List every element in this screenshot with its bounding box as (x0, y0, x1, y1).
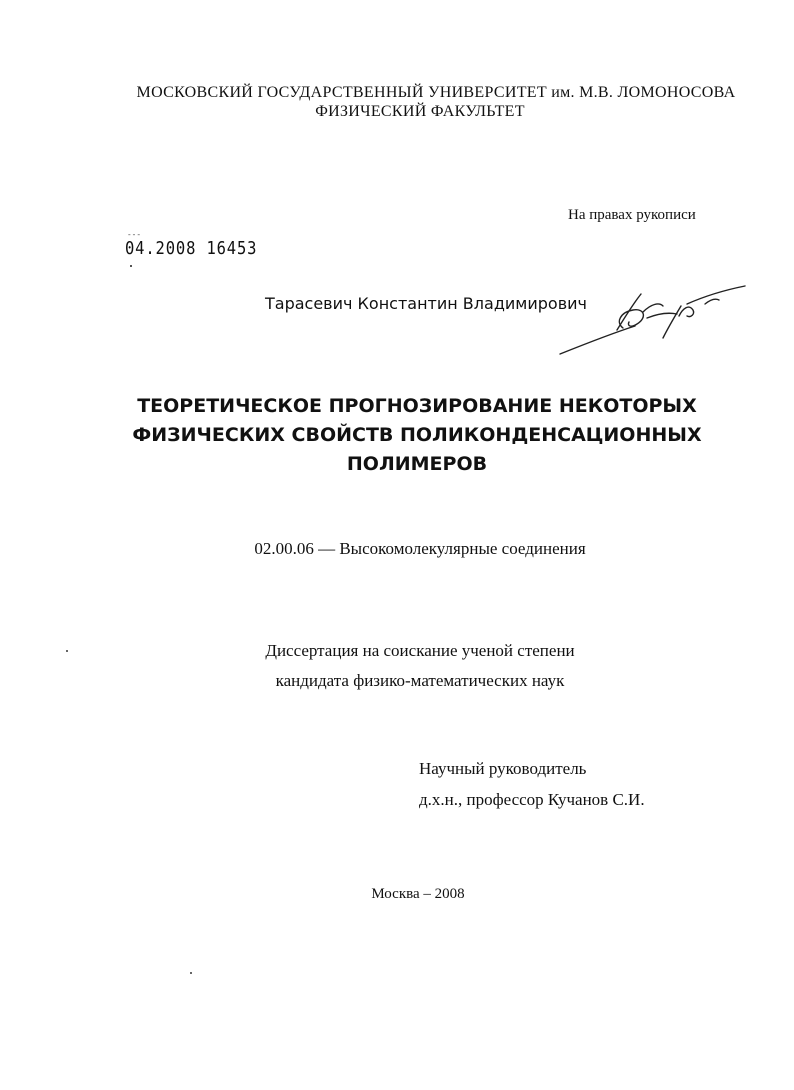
degree-line-1: Диссертация на соискание ученой степени (265, 641, 575, 660)
degree-statement (0, 636, 794, 696)
stamp-mark: - - - (128, 230, 140, 239)
library-stamp-number: 04.2008 16453 (125, 238, 258, 259)
university-name: МОСКОВСКИЙ ГОСУДАРСТВЕННЫЙ УНИВЕРСИТЕТ им. М.В. ЛОМОНОСОВА (136, 84, 736, 101)
title-line: ПОЛИМЕРОВ (346, 453, 488, 475)
dissertation-title (130, 392, 704, 479)
place-and-year: Москва – 2008 (371, 886, 465, 902)
specialty-code: 02.00.06 — Высокомолекулярные соединения (254, 539, 586, 558)
title-line: ФИЗИЧЕСКИХ СВОЙСТВ ПОЛИКОНДЕНСАЦИОННЫХ (132, 424, 702, 446)
supervisor-block (419, 753, 645, 815)
supervisor-name: д.х.н., профессор Кучанов С.И. (419, 790, 645, 809)
author-name: Тарасевич Константин Владимирович (265, 294, 587, 313)
manuscript-rights-note: На правах рукописи (568, 207, 696, 223)
handwritten-signature (555, 282, 755, 362)
scan-speck (190, 972, 192, 974)
stamp-dot (130, 265, 132, 267)
faculty-name: ФИЗИЧЕСКИЙ ФАКУЛЬТЕТ (315, 103, 525, 120)
title-line: ТЕОРЕТИЧЕСКОЕ ПРОГНОЗИРОВАНИЕ НЕКОТОРЫХ (137, 395, 697, 417)
supervisor-label: Научный руководитель (419, 759, 587, 778)
degree-line-2: кандидата физико-математических наук (275, 671, 565, 690)
scan-speck (66, 650, 68, 652)
